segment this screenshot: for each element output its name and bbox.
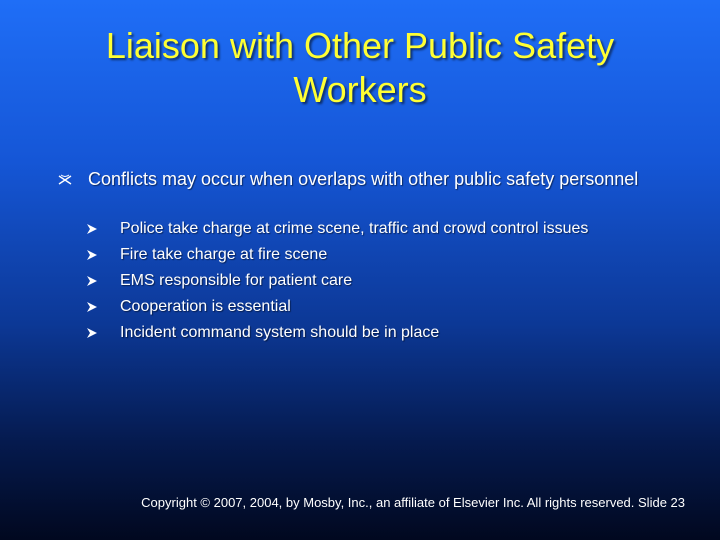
- slide-title-line-1: Liaison with Other Public Safety: [105, 25, 615, 66]
- sub-bullet-text: EMS responsible for patient care: [120, 272, 353, 289]
- arrow-bullet-icon: [86, 249, 98, 261]
- sub-bullet-text: Police take charge at crime scene, traffic and crowd control issues: [120, 220, 589, 237]
- sub-bullet-item: [86, 218, 686, 244]
- cross-bullet-icon: [58, 174, 72, 186]
- main-bullet-text: Conflicts may occur when overlaps with other public safety personnel: [88, 169, 639, 189]
- slide-title: [40, 24, 680, 112]
- sub-bullet-text: Incident command system should be in place: [120, 324, 440, 341]
- arrow-bullet-icon: [86, 275, 98, 287]
- arrow-bullet-icon: [86, 223, 98, 235]
- sub-bullet-text: Fire take charge at fire scene: [120, 246, 328, 263]
- sub-bullet-item: [86, 322, 686, 348]
- slide-title-line-2: Workers: [293, 69, 427, 110]
- sub-bullet-item: [86, 270, 686, 296]
- slide-footer: Copyright © 2007, 2004, by Mosby, Inc., an affiliate of Elsevier Inc. All rights reserved. Slide 23: [141, 495, 685, 510]
- sub-bullet-list: [86, 218, 686, 348]
- sub-bullet-text: Cooperation is essential: [120, 298, 291, 315]
- arrow-bullet-icon: [86, 327, 98, 339]
- sub-bullet-item: [86, 296, 686, 322]
- sub-bullet-item: [86, 244, 686, 270]
- arrow-bullet-icon: [86, 301, 98, 313]
